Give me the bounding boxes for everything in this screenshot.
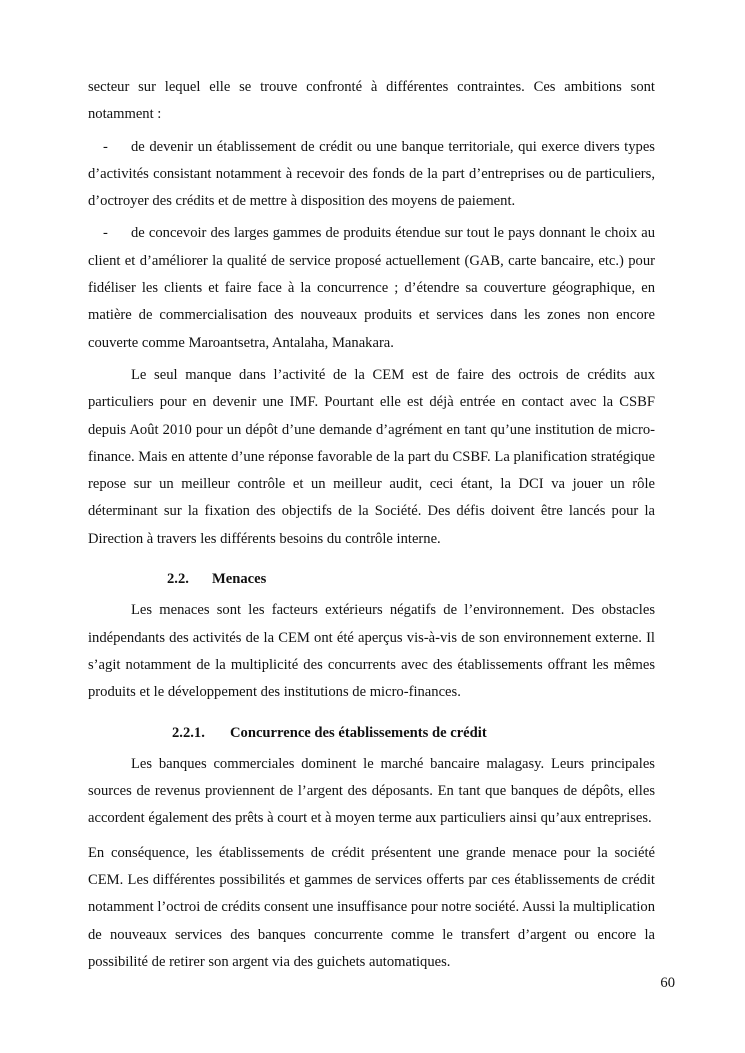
bullet-marker: - <box>103 138 108 155</box>
document-page <box>88 74 655 976</box>
paragraph: Les menaces sont les facteurs extérieurs négatifs de l’environnement. Des obstacles indépendants des activités de la CEM ont été aperçus vis-à-vis de son environnement externe. Il s’agit notamment de la multiplicité des concurrents avec des établissements offrant les mêmes produits et le développement des institutions de micro-finances. <box>88 602 655 701</box>
section-heading-2-2 <box>88 566 655 593</box>
bullet-text: de concevoir des larges gammes de produits étendue sur tout le pays donnant le choix au client et d’améliorer la qualité de service proposé actuellement (GAB, carte bancaire, etc.) pour fidéliser les clients et faire face à la concurrence ; d’étendre sa couverture géographique, en matière de commercialisation des nouveaux produits et services dans les zones non encore couverte comme Maroantsetra, Antalaha, Manakara. <box>88 225 655 351</box>
bullet-item <box>88 220 655 356</box>
page-number: 60 <box>660 975 675 991</box>
paragraph: secteur sur lequel elle se trouve confronté à différentes contraintes. Ces ambitions sont notamment : <box>88 79 655 123</box>
section-number: 2.2.1. <box>172 724 205 741</box>
section-heading-2-2-1 <box>88 720 655 747</box>
paragraph: Les banques commerciales dominent le marché bancaire malagasy. Leurs principales sources de revenus proviennent de l’argent des déposants. En tant que banques de dépôts, elles accordent également des prêts à court et à moyen terme aux particuliers ainsi qu’aux entreprises. <box>88 755 655 827</box>
section-title: Concurrence des établissements de crédit <box>230 724 487 741</box>
section-number: 2.2. <box>167 571 189 588</box>
bullet-marker: - <box>103 225 108 242</box>
bullet-text: de devenir un établissement de crédit ou une banque territoriale, qui exerce divers types d’activités consistant notamment à recevoir des fonds de la part d’entreprises ou de particuliers, d’octroyer des crédits et de mettre à disposition des moyens de paiement. <box>88 138 655 210</box>
paragraph: Le seul manque dans l’activité de la CEM est de faire des octrois de crédits aux particuliers pour en devenir une IMF. Pourtant elle est déjà entrée en contact avec la CSBF depuis Août 2010 pour un dépôt d’une demande d’agrément en tant qu’une institution de micro-finance. Mais en attente d’une réponse favorable de la part du CSBF. La planification stratégique repose sur un meilleur contrôle et un meilleur audit, ceci étant, la DCI va jouer un rôle déterminant sur la fixation des objectifs de la Société. Des défis doivent être lancés pour la Direction à travers les différents besoins du contrôle interne. <box>88 366 655 547</box>
paragraph: En conséquence, les établissements de crédit présentent une grande menace pour la société CEM. Les différentes possibilités et gammes de services offerts par ces établissements de crédit notamment l’octroi de crédits consent une insuffisance pour notre société. Aussi la multiplication de nouveaux services des banques concurrente comme le transfert d’argent ou encore la possibilité de retirer son argent via des guichets automatiques. <box>88 844 655 970</box>
bullet-item <box>88 134 655 216</box>
section-title: Menaces <box>212 571 267 588</box>
